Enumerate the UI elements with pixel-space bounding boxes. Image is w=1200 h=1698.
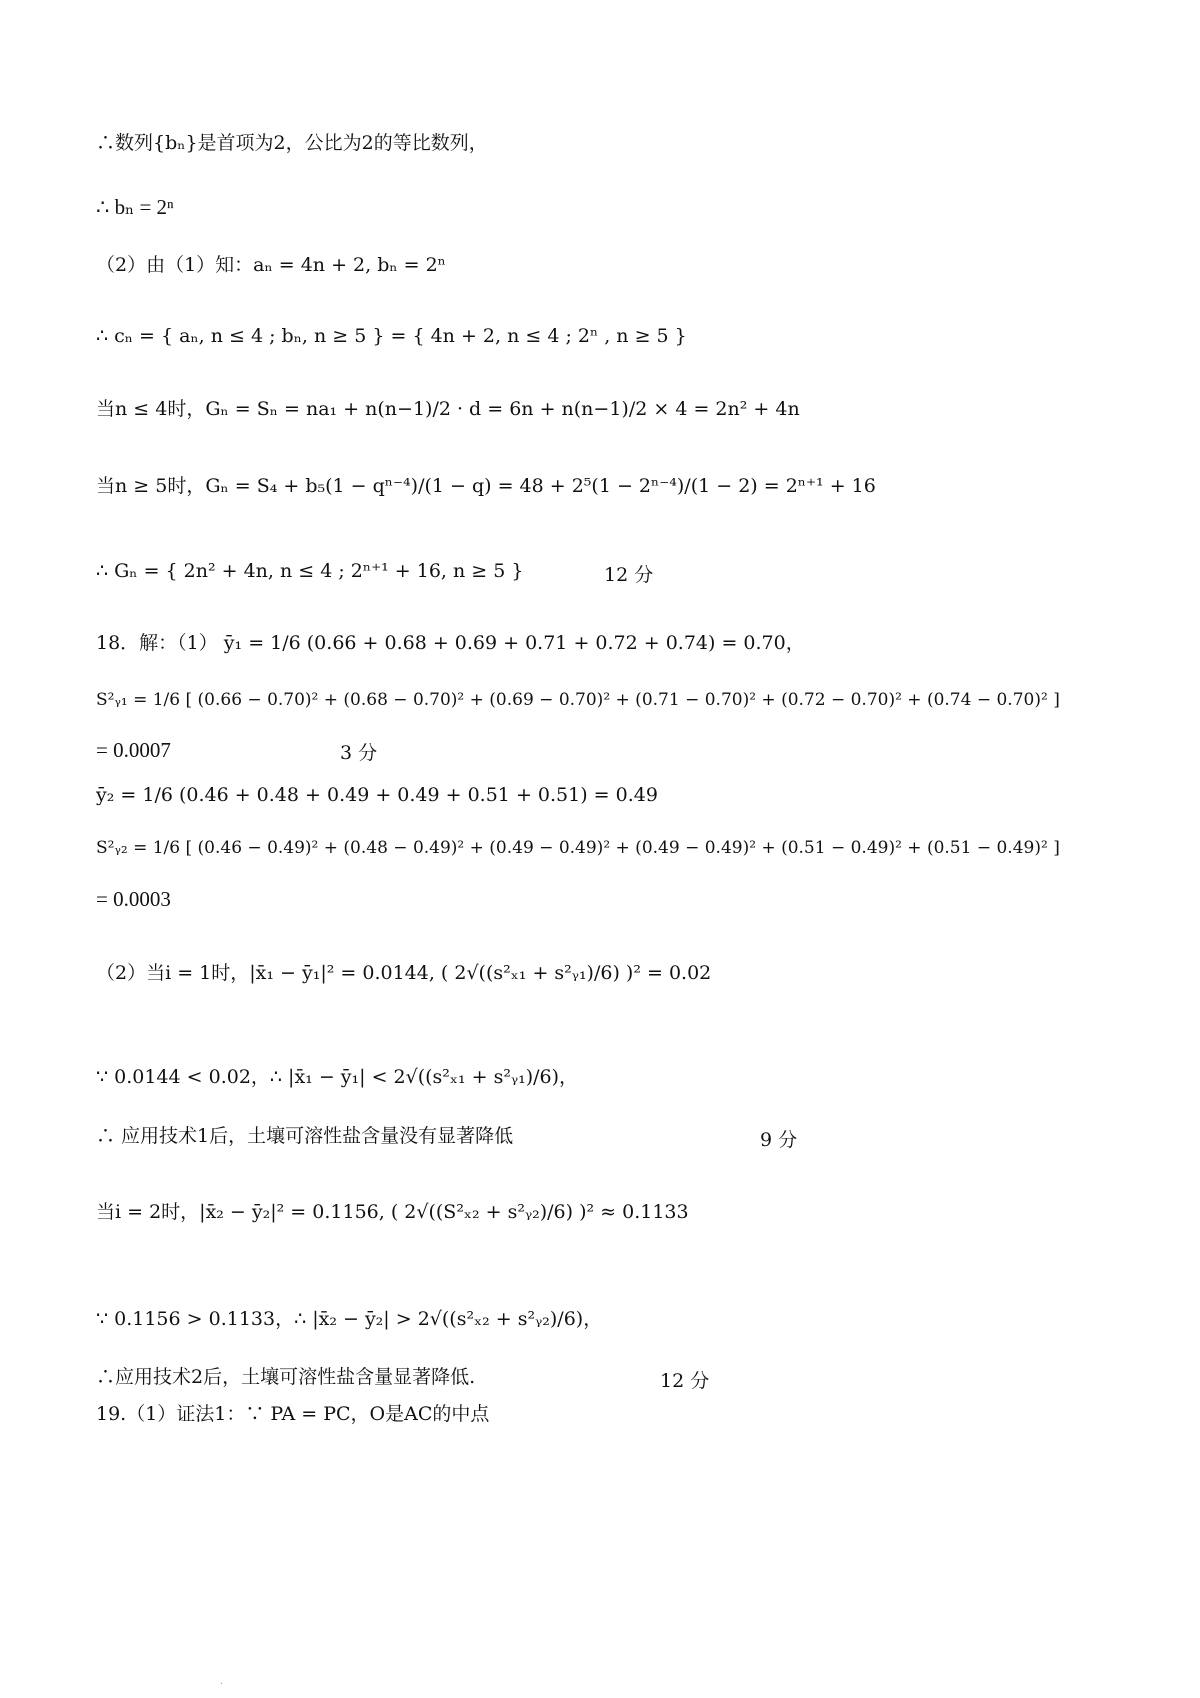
score-9: 9 分: [760, 1129, 798, 1151]
line-17: 当i = 2时，|x̄₂ − ȳ₂|² = 0.1156, ( 2√((S²ₓ₂ + s²ᵧ₂)/6) )² ≈ 0.1133: [96, 1201, 689, 1223]
line-16: ∴ 应用技术1后，土壤可溶性盐含量没有显著降低: [96, 1125, 514, 1147]
line-5: 当n ≤ 4时，Gₙ = Sₙ = na₁ + n(n−1)/2 · d = 6n + n(n−1)/2 × 4 = 2n² + 4n: [96, 398, 800, 420]
line-11: ȳ₂ = 1/6 (0.46 + 0.48 + 0.49 + 0.49 + 0.51 + 0.51) = 0.49: [96, 784, 658, 806]
line-2: ∴ bₙ = 2ⁿ: [96, 195, 174, 219]
line-1: ∴数列{bₙ}是首项为2，公比为2的等比数列，: [96, 132, 488, 154]
line-9: S²ᵧ₁ = 1/6 [ (0.66 − 0.70)² + (0.68 − 0.70)² + (0.69 − 0.70)² + (0.71 − 0.70)² + (0.72 − 0.70)² + (0.74 − 0.70)² ]: [96, 690, 1060, 710]
score-12-b: 12 分: [660, 1370, 710, 1392]
line-8: 18．解：（1） ȳ₁ = 1/6 (0.66 + 0.68 + 0.69 + 0.71 + 0.72 + 0.74) = 0.70，: [96, 632, 805, 654]
line-7: ∴ Gₙ = { 2n² + 4n, n ≤ 4 ; 2ⁿ⁺¹ + 16, n ≥ 5 }: [96, 560, 524, 582]
line-20: 19.（1）证法1：∵ PA = PC，O是AC的中点: [96, 1403, 490, 1425]
line-4: ∴ cₙ = { aₙ, n ≤ 4 ; bₙ, n ≥ 5 } = { 4n + 2, n ≤ 4 ; 2ⁿ , n ≥ 5 }: [96, 325, 687, 347]
line-13: = 0.0003: [96, 887, 171, 911]
score-12-a: 12 分: [604, 564, 654, 586]
line-14: （2）当i = 1时，|x̄₁ − ȳ₁|² = 0.0144, ( 2√((s²ₓ₁ + s²ᵧ₁)/6) )² = 0.02: [96, 962, 712, 984]
line-10: = 0.0007: [96, 738, 171, 762]
line-19: ∴应用技术2后，土壤可溶性盐含量显著降低.: [96, 1366, 476, 1388]
line-15: ∵ 0.0144 < 0.02，∴ |x̄₁ − ȳ₁| < 2√((s²ₓ₁ + s²ᵧ₁)/6)，: [96, 1066, 579, 1088]
score-3: 3 分: [340, 742, 378, 764]
footer-mark: .: [220, 1676, 224, 1687]
line-6: 当n ≥ 5时，Gₙ = S₄ + b₅(1 − qⁿ⁻⁴)/(1 − q) = 48 + 2⁵(1 − 2ⁿ⁻⁴)/(1 − 2) = 2ⁿ⁺¹ + 16: [96, 475, 876, 497]
line-12: S²ᵧ₂ = 1/6 [ (0.46 − 0.49)² + (0.48 − 0.49)² + (0.49 − 0.49)² + (0.49 − 0.49)² + (0.51 − 0.49)² + (0.51 − 0.49)² ]: [96, 838, 1060, 858]
line-18: ∵ 0.1156 > 0.1133，∴ |x̄₂ − ȳ₂| > 2√((s²ₓ₂ + s²ᵧ₂)/6)，: [96, 1308, 603, 1330]
line-3: （2）由（1）知：aₙ = 4n + 2, bₙ = 2ⁿ: [96, 254, 446, 276]
